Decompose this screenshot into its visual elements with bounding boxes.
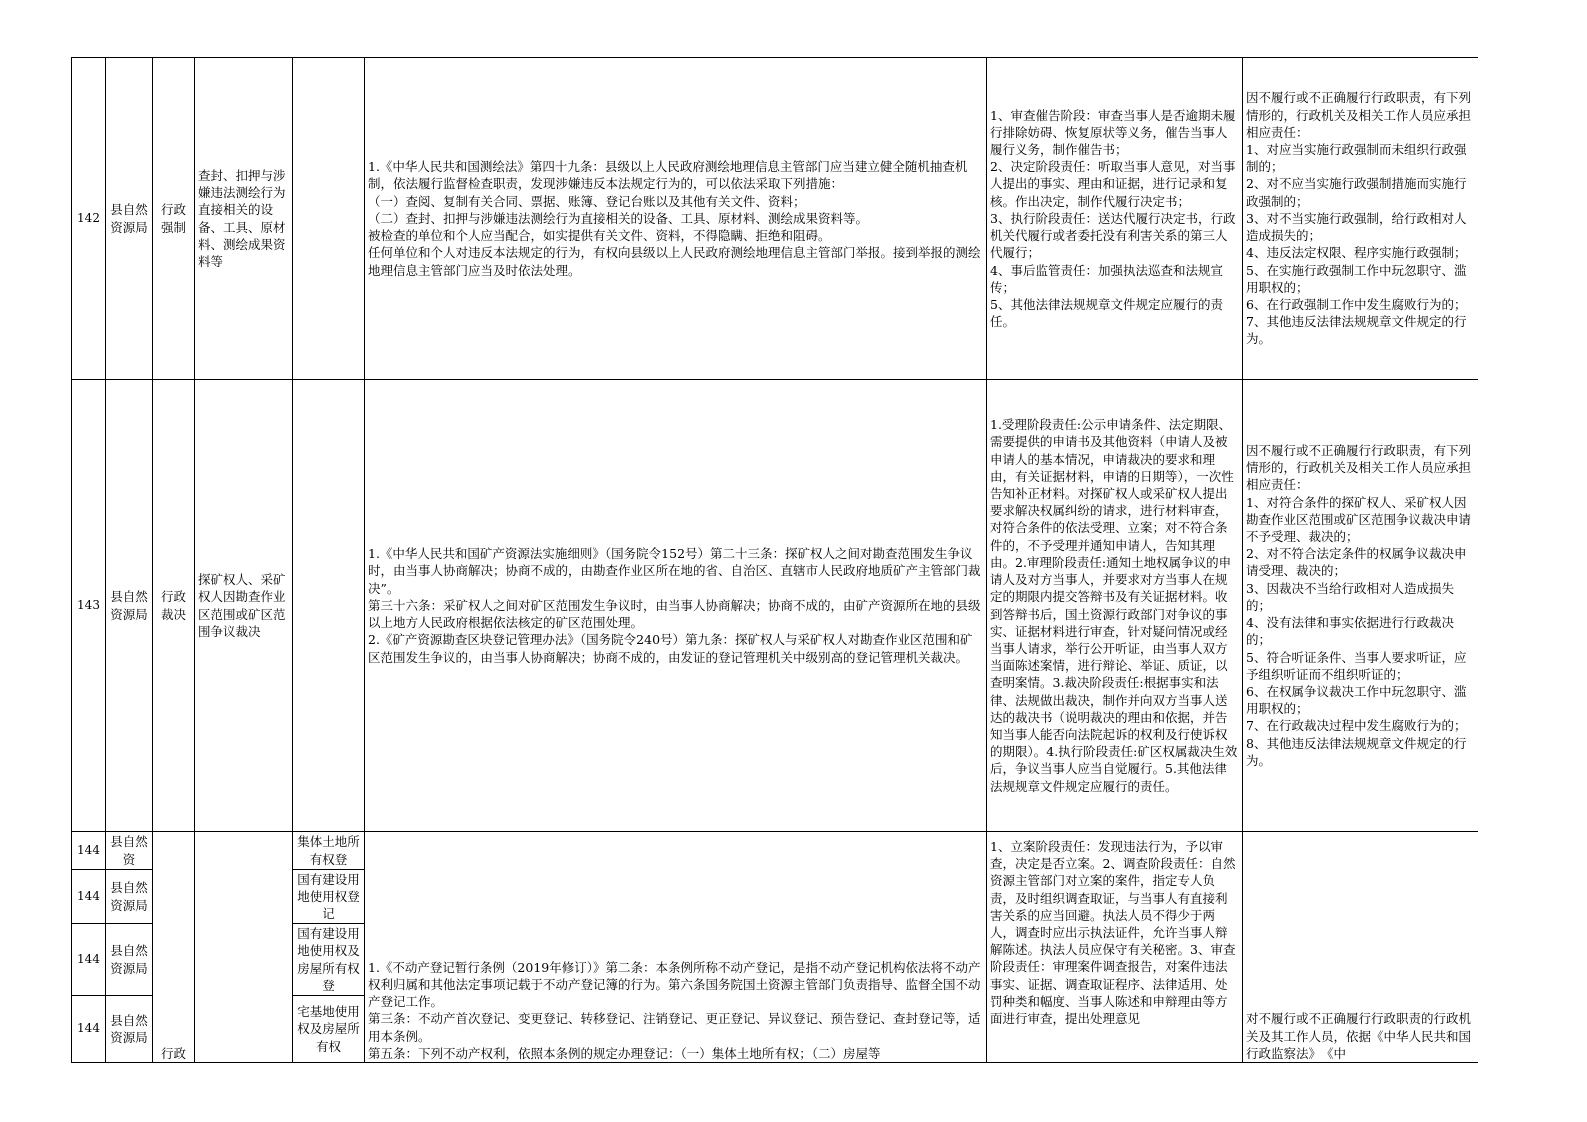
power-type-cell: 行政裁决 [153,380,195,832]
department-cell: 县自然资源局 [106,380,153,832]
page [71,57,1478,1063]
liability-line: 3、对不当实施行政强制，给行政相对人造成损失的； [1246,210,1467,244]
row-number: 144 [72,832,106,870]
duty-line: 4、事后监管责任：加强执法巡查和法规宣传； [990,262,1223,295]
department-cell: 县自然资 [106,832,153,870]
basis-line: 1.《不动产登记暂行条例（2019年修订）》第二条：本条例所称不动产登记，是指不动产登记机构依法将不动产权利归属和其他法定事项记载于不动产登记簿的行为。第六条国务院国土资源主管部门负责指导、监督全国不动产登记工作。 [368,959,981,1010]
duty-cell [987,832,1243,1063]
row-number: 143 [72,380,106,832]
liability-line: 6、在行政强制工作中发生腐败行为的； [1246,296,1467,312]
duty-line: 1、立案阶段责任：发现违法行为，予以审查，决定是否立案。2、调查阶段责任：自然资源主管部门对立案的案件，指定专人负责，及时组织调查取证，与当事人有直接利害关系的应当回避。执法人员不得少于两人，调查时应出示执法证件，允许当事人辩解陈述。执法人员应保守有关秘密。3、审查阶段责任：审理案件调查报告，对案件违法事实、证据、调查取证程序、法律适用、处罚种类和幅度、当事人陈述和申辩理由等方面进行审查，提出处理意见 [990,839,1236,1027]
department-cell: 县自然资源局 [106,996,153,1063]
row-number: 144 [72,870,106,924]
liability-line: 1、对符合条件的探矿权人、采矿权人因勘查作业区范围或矿区范围争议裁决申请不予受理、裁决的； [1246,494,1472,545]
duty-line: 2、决定阶段责任：听取当事人意见，对当事人提出的事实、理由和证据，进行记录和复核。作出决定，制作代履行决定书； [990,159,1236,209]
liability-line: 因不履行或不正确履行行政职责，有下列情形的，行政机关及相关工作人员应承担相应责任： [1246,443,1472,493]
table-row [72,380,1479,832]
duty-line: 1、审查催告阶段：审查当事人是否逾期未履行排除妨碍、恢复原状等义务，催告当事人履行义务，制作催告书； [990,107,1236,158]
basis-line: 2.《矿产资源勘查区块登记管理办法》（国务院令240号）第九条：探矿权人与采矿权人对勘查作业区范围和矿区范围发生争议的，由当事人协商解决；协商不成的，由发证的登记管理机关中级别高的登记管理机关裁决。 [368,632,973,665]
sub-item-cell: 国有建设用地使用权登记 [293,870,365,924]
basis-line: 被检查的单位和个人应当配合，如实提供有关文件、资料，不得隐瞒、拒绝和阻碍。 [368,228,831,244]
liability-line: 2、对不符合法定条件的权属争议裁决申请受理、裁决的； [1246,546,1467,579]
liability-line: 2、对不应当实施行政强制措施而实施行政强制的； [1246,176,1467,209]
duty-line: 3、执行阶段责任：送达代履行决定书，行政机关代履行或者委托没有利害关系的第三人代履行； [990,210,1236,261]
department-cell: 县自然资源局 [106,924,153,996]
power-name-cell: 探矿权人、采矿权人因勘查作业区范围或矿区范围争议裁决 [195,380,293,832]
liability-line: 对不履行或不正确履行行政职责的行政机关及其工作人员，依据《中华人民共和国行政监察法》 《中 [1246,1011,1472,1061]
sub-item-cell [293,58,365,380]
duty-line: 5、其他法律法规规章文件规定应履行的责任。 [990,296,1223,330]
liability-line: 1、对应当实施行政强制而未组织行政强制的； [1246,142,1467,175]
sub-item-cell [293,380,365,832]
liability-line: 4、违反法定权限、程序实施行政强制； [1246,245,1467,261]
liability-line: 3、因裁决不当给行政相对人造成损失的； [1246,580,1454,613]
row-number: 144 [72,996,106,1063]
liability-line: 5、在实施行政强制工作中玩忽职守、滥用职权的； [1246,262,1467,295]
duty-cell [987,58,1243,380]
liability-line: 4、没有法律和事实依据进行行政裁决的； [1246,615,1454,648]
liability-line: 6、在权属争议裁决工作中玩忽职守、滥用职权的； [1246,683,1467,717]
power-type-cell: 行政 [153,832,195,1063]
power-name-cell [195,832,293,1063]
liability-cell [1243,58,1479,380]
basis-line: 第三条：不动产首次登记、变更登记、转移登记、注销登记、更正登记、异议登记、预告登记、查封登记等，适用本条例。 [368,1011,981,1044]
liability-line: 5、符合听证条件、当事人要求听证，应予组织听证而不组织听证的； [1246,649,1467,682]
liability-line: 8、其他违反法律法规规章文件规定的行为。 [1246,735,1467,768]
liability-line: 7、在行政裁决过程中发生腐败行为的； [1246,718,1467,734]
row-number: 142 [72,58,106,380]
liability-line: 因不履行或不正确履行行政职责，有下列情形的，行政机关及相关工作人员应承担相应责任： [1246,90,1472,140]
basis-line: 第五条：下列不动产权利，依照本条例的规定办理登记：（一）集体土地所有权；（二）房屋等 [368,1045,881,1061]
sub-item-cell: 集体土地所有权登 [293,832,365,870]
table-row [72,832,1479,870]
basis-line: 1.《中华人民共和国矿产资源法实施细则》（国务院令152号）第二十三条：探矿权人之间对勘查范围发生争议时，由当事人协商解决；协商不成的，由勘查作业区所在地的省、自治区、直辖市人民政府地质矿产主管部门裁决”。 [368,546,981,596]
legal-basis-cell [365,832,987,1063]
table-row [72,58,1479,380]
power-type-cell: 行政强制 [153,58,195,380]
duty-line: 1.受理阶段责任:公示申请条件、法定期限、需要提供的申请书及其他资料（申请人及被申请人的基本情况，申请裁决的要求和理由，有关证据材料，申请的日期等），一次性告知补正材料。对探矿权人或采矿权人提出要求解决权属纠纷的请求，进行材料审查，对符合条件的依法受理、立案；对不符合条件的，不予受理并通知申请人，告知其理由。2.审理阶段责任:通知土地权属争议的申请人及对方当事人，并要求对方当事人在规定的期限内提交答辩书及有关证据材料。收到答辩书后，国土资源行政部门对争议的事实、证据材料进行审查，针对疑问情况或经当事人请求，举行公开听证，由当事人双方当面陈述案情，进行辩论、举证、质证，以查明案情。3.裁决阶段责任:根据事实和法律、法规做出裁决，制作并向双方当事人送达的裁决书（说明裁决的理由和依据，并告知当事人能否向法院起诉的权利及行使诉权的期限）。4.执行阶段责任:矿区权属裁决生效后，争议当事人应当自觉履行。5.其他法律法规规章文件规定应履行的责任。 [990,417,1238,794]
sub-item-cell: 国有建设用地使用权及房屋所有权登 [293,924,365,996]
department-cell: 县自然资源局 [106,58,153,380]
legal-basis-cell [365,380,987,832]
power-name-cell: 查封、扣押与涉嫌违法测绘行为直接相关的设备、工具、原材料、测绘成果资料等 [195,58,293,380]
row-number: 144 [72,924,106,996]
duty-cell [987,380,1243,832]
liability-cell [1243,832,1479,1063]
basis-line: 任何单位和个人对违反本法规定的行为，有权向县级以上人民政府测绘地理信息主管部门举报。接到举报的测绘地理信息主管部门应当及时依法处理。 [368,245,981,278]
department-cell: 县自然资源局 [106,870,153,924]
legal-basis-cell [365,58,987,380]
basis-line: 第三十六条：采矿权人之间对矿区范围发生争议时，由当事人协商解决；协商不成的，由矿产资源所在地的县级以上地方人民政府根据依法核定的矿区范围处理。 [368,597,981,631]
liability-line: 7、其他违反法律法规规章文件规定的行为。 [1246,314,1467,347]
basis-line: （一）查阅、复制有关合同、票据、账簿、登记台账以及其他有关文件、资料； [368,193,806,209]
liability-cell [1243,380,1479,832]
sub-item-cell: 宅基地使用权及房屋所有权 [293,996,365,1063]
basis-line: 1.《中华人民共和国测绘法》第四十九条：县级以上人民政府测绘地理信息主管部门应当建立健全随机抽查机制，依法履行监督检查职责，发现涉嫌违反本法规定行为的，可以依法采取下列措施： [368,159,968,192]
basis-line: （二）查封、扣押与涉嫌违法测绘行为直接相关的设备、工具、原材料、测绘成果资料等。 [368,210,869,226]
power-list-table [71,57,1478,1063]
